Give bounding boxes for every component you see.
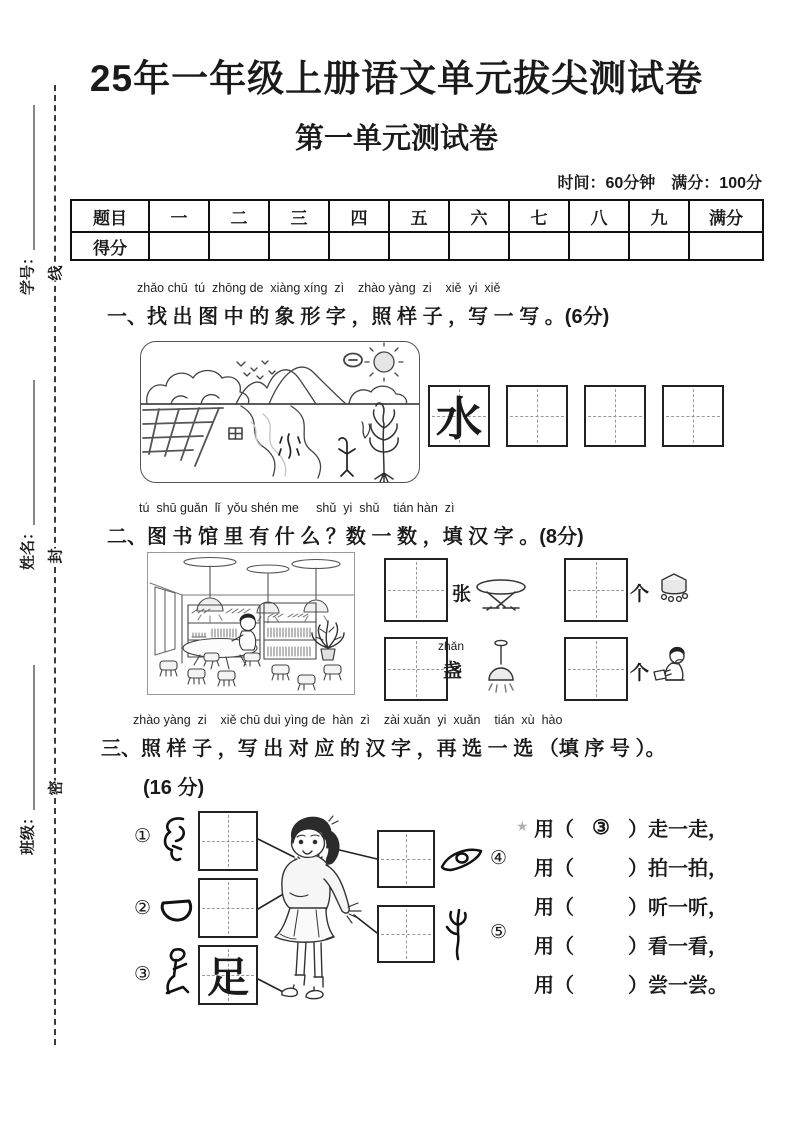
- item-number-1: ①: [134, 826, 152, 847]
- section2-pinyin: tú shū guǎn lǐ yǒu shén me shǔ yi shǔ tián hàn zì: [139, 501, 455, 515]
- th-5: 五: [389, 200, 449, 232]
- s2-measure-ge-2: 个: [630, 663, 650, 684]
- item-number-5: ⑤: [490, 922, 508, 943]
- th-9: 九: [629, 200, 689, 232]
- th-4: 四: [329, 200, 389, 232]
- th-timu: 题目: [71, 200, 149, 232]
- score-table-score-row: [71, 232, 763, 260]
- s2-measure-zhang: 张: [452, 584, 472, 605]
- landscape-svg: [141, 342, 419, 482]
- s2-measure-ge-1: 个: [630, 584, 650, 605]
- unit-title: 第一单元测试卷: [294, 123, 498, 155]
- s3-box-mouth: [198, 878, 258, 938]
- class-label: 班级：: [19, 809, 37, 856]
- th-6: 六: [449, 200, 509, 232]
- item-number-2: ②: [134, 898, 152, 919]
- item-number-3: ③: [134, 964, 152, 985]
- model-char-shui: 水: [436, 394, 482, 445]
- foot-pictograph-icon: [161, 947, 191, 1001]
- s2-measure-zhan: 盏: [443, 661, 463, 682]
- section3-score: (16 分): [143, 777, 205, 799]
- sentence-pre: 用（: [534, 818, 574, 841]
- class-blank: [20, 665, 35, 810]
- th-manfen: 满分: [689, 200, 763, 232]
- body-parts-diagram: [130, 803, 528, 1018]
- ear-pictograph-icon: [161, 815, 191, 865]
- th-3: 三: [269, 200, 329, 232]
- sentence-post: ）拍一拍，: [628, 857, 728, 880]
- sentence-post: ）看一看，: [628, 935, 728, 958]
- usage-sentences: [516, 812, 728, 1007]
- score-cell: [449, 232, 509, 260]
- sentence-pre: 用（: [534, 974, 574, 997]
- s3-box-hand: [377, 905, 435, 963]
- th-2: 二: [209, 200, 269, 232]
- name-label: 姓名：: [19, 524, 37, 571]
- section1-pinyin: zhǎo chū tú zhōng de xiàng xíng zì zhào yàng zi xiě yi xiě: [137, 281, 501, 295]
- time-score-meta: 时间：60分钟 满分：100分: [557, 175, 762, 192]
- student-id-blank: [20, 105, 35, 250]
- potted-plant: [312, 621, 344, 660]
- score-cell: [209, 232, 269, 260]
- reading-child-icon: [650, 644, 694, 688]
- s1-writing-box-2: [584, 385, 646, 447]
- score-table: [70, 199, 764, 261]
- student-id-label: 学号：: [19, 249, 37, 296]
- seal-char-line: 线: [40, 265, 71, 280]
- table-icon: [474, 577, 528, 613]
- sentence-row-5: [516, 968, 728, 998]
- th-7: 七: [509, 200, 569, 232]
- sentence-answer: ③: [592, 816, 610, 839]
- sentence-row-3: [516, 890, 728, 920]
- s3-box-ear: [198, 811, 258, 871]
- library-illustration: [147, 552, 355, 695]
- th-1: 一: [149, 200, 209, 232]
- name-field: [17, 380, 38, 570]
- lamp-icon: [484, 638, 518, 698]
- sentence-post: ）听一听，: [628, 896, 728, 919]
- score-cell: [269, 232, 329, 260]
- seal-char-mi: 密: [40, 780, 71, 795]
- girl-figure: [275, 816, 361, 999]
- name-blank: [20, 380, 35, 525]
- score-cell: [389, 232, 449, 260]
- hand-pictograph-icon: [444, 909, 472, 961]
- s1-writing-box-model: [428, 385, 490, 447]
- class-field: [17, 665, 38, 855]
- section3-title: 三、照 样 子 ，写 出 对 应 的 汉 字 ，再 选 一 选 （填 序 号 ）。: [101, 738, 666, 760]
- seal-dashed-line: [54, 85, 56, 1045]
- stool-icon: [655, 570, 693, 604]
- sentence-post: ）尝一尝。: [628, 974, 728, 997]
- sentence-row-2: [516, 851, 728, 881]
- sentence-pre: 用（: [534, 935, 574, 958]
- score-cell: [569, 232, 629, 260]
- score-row-label: 得分: [71, 232, 149, 260]
- score-cell: [329, 232, 389, 260]
- s1-writing-box-1: [506, 385, 568, 447]
- score-cell: [509, 232, 569, 260]
- section1-title: 一、找 出 图 中 的 象 形 字 ，照 样 子 ，写 一 写 。(6分): [107, 306, 610, 328]
- student-id-field: [17, 105, 38, 295]
- connector-ear: [258, 839, 294, 857]
- score-table-header-row: [71, 200, 763, 232]
- s3-box-eye: [377, 830, 435, 888]
- star-icon: ★: [516, 819, 529, 835]
- paper-title: 25年一年级上册语文单元拔尖测试卷: [89, 58, 704, 99]
- sentence-row-1: [516, 812, 728, 842]
- seal-char-feng: 封: [40, 548, 71, 563]
- lamp-1: [184, 558, 236, 623]
- model-answer-zu: 足: [206, 956, 249, 1002]
- th-8: 八: [569, 200, 629, 232]
- score-cell: [689, 232, 763, 260]
- section2-title: 二、图 书 馆 里 有 什 么 ？数 一 数 ，填 汉 字 。(8分): [107, 526, 584, 548]
- s2-pinyin-zhan: zhǎn: [438, 639, 465, 653]
- score-cell: [149, 232, 209, 260]
- mouth-pictograph-icon: [158, 897, 196, 925]
- eye-pictograph-icon: [440, 845, 484, 875]
- sentence-row-4: [516, 929, 728, 959]
- score-cell: [629, 232, 689, 260]
- s2-box-children: [564, 637, 628, 701]
- sentence-post: ）走一走，: [628, 818, 728, 841]
- sentence-pre: 用（: [534, 857, 574, 880]
- s2-box-stools: [564, 558, 628, 622]
- sentence-pre: 用（: [534, 896, 574, 919]
- s3-box-foot: [198, 945, 258, 1005]
- item-number-4: ④: [490, 848, 508, 869]
- section3-pinyin: zhào yàng zi xiě chū duì yìng de hàn zì zài xuǎn yi xuǎn tián xù hào: [133, 713, 563, 727]
- landscape-illustration: [140, 341, 420, 483]
- s2-box-tables: [384, 558, 448, 622]
- library-svg: [148, 553, 354, 694]
- s1-writing-box-3: [662, 385, 724, 447]
